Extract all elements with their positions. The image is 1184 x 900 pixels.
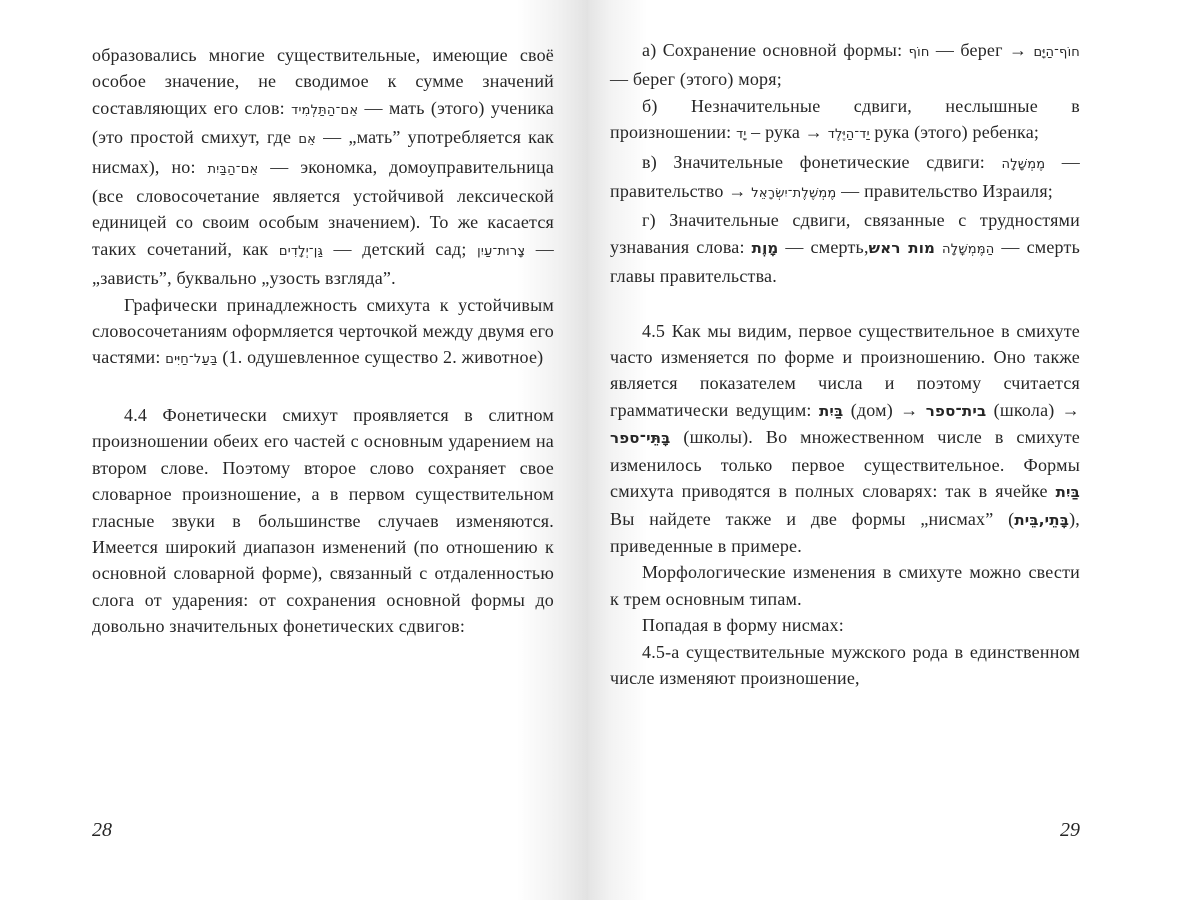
text-run [935,237,942,257]
text-run: 4.5 Как мы видим, первое существительное в смихуте часто изменяется по форме и произношению. Оно также является показателем числа и поэтому считается грамматически ведущим: [610,320,1080,420]
text-run: а) Сохранение основной формы: [642,40,909,60]
hebrew-word: הַמֶּמְשָׁלָה [942,241,995,257]
text-run: рука (этого) ребенка; [869,122,1040,143]
text-run: (дом) → [843,399,926,420]
left-paragraph-2 [92,292,554,374]
text-run: — берег (этого) моря; [610,69,782,90]
text-run: – рука → [746,122,828,143]
text-run: — мать (этого) ученика (это простой смихут, где [92,97,554,148]
page-number-left: 28 [92,819,112,841]
hebrew-word: בַּיִת [1055,483,1080,502]
text-run: — правительство → [610,151,1080,202]
text-run: — „зависть”, буквально „узость взгляда”. [92,238,555,289]
hebrew-word: בָּתֵּי־ספר [610,429,671,448]
text-run: — правительство Израиля; [836,181,1053,202]
morphology-paragraph: Морфологические изменения в смихуте можно свести к трем основным типам. [610,562,1080,609]
hebrew-word: בַּעַל־חַיִּים [165,352,218,368]
text-run: Вы найдете также и две формы „нисмах” ( [610,508,1015,529]
text-run: (1. одушевленное существо 2. животное) [217,347,544,368]
text-run: — смерть главы правительства. [610,236,1080,287]
text-run: в) Значительные фонетические сдвиги: [642,151,1002,172]
hebrew-word: חוֹף [908,45,930,60]
left-page-text [92,42,554,640]
hebrew-word: בָּתֵי,בֵּית [1014,510,1070,529]
hebrew-word: אֵם [298,132,317,148]
text-run: — смерть, [778,236,869,257]
section-4-5-paragraph [610,318,1080,560]
hebrew-word: אֵם־הַתַּלְמִיד [291,102,359,118]
text-run: ), приведенные в примере. [610,508,1080,556]
hebrew-word: מות ראש [868,238,936,257]
right-page-text [610,37,1080,691]
left-paragraph-1 [92,42,554,292]
hebrew-word: יָד [736,127,747,143]
item-a [610,37,1080,93]
text-run: — берег → [929,40,1034,60]
hebrew-word: מֶמְשָׁלָה [1001,156,1046,172]
hebrew-word: יַד־הַיֶּלֶד [827,127,870,143]
text-run: б) Незначительные сдвиги, неслышные в произношении: [610,95,1080,143]
text-run: — детский сад; [323,238,478,259]
item-d [610,207,1080,289]
text-run: образовались многие существительные, имеющие своё особое значение, не сводимое к сумме значений составляющих его слов: [92,45,554,118]
paragraph-gap [92,374,554,402]
item-b [610,93,1080,149]
item-c [610,149,1080,208]
paragraph-gap [610,290,1080,318]
text-run: (школы). Во множественном числе в смихуте изменилось только первое существительное. Формы смихута приводятся в полных словарях: так в ячейке [610,427,1080,502]
hebrew-word: אֵם־הַבַּיִת [207,161,259,177]
hebrew-word: מֶמְשֶׁלֶת־יִשְׂרָאֵל [751,186,837,202]
page-number-right: 29 [1060,819,1080,841]
hebrew-word: בית־ספר [925,401,987,420]
section-4-5a-paragraph: 4.5-а существительные мужского рода в единственном числе изменяют произношение, [610,641,1080,688]
hebrew-word: גַּן־יְלָדִים [278,243,324,259]
text-run: Графически принадлежность смихута к устойчивым словосочетаниям оформляется черточкой между двумя его частями: [92,294,554,368]
right-page [588,0,1184,900]
text-run: — „мать” употребляется как нисмах), но: [92,127,554,177]
nismakh-intro-paragraph: Попадая в форму нисмах: [642,615,844,636]
section-4-4-paragraph: 4.4 Фонетически смихут проявляется в слитном произношении обеих его частей с основным ударением на втором слове. Поэтому второе слово сохраняет свое словарное произношение, а в первом существительном гласные звуки в большинстве случаев изменяются. Имеется широкий диапазон изменений (по отношению к основной словарной форме), связанный с отдаленностью слога от ударения: от сохранения основной формы до довольно значительных фонетических сдвигов: [92,404,554,637]
hebrew-word: צָרוּת־עַיִן [477,243,526,259]
left-page [0,0,588,900]
text-run: (школа) → [986,399,1080,420]
hebrew-word: חוֹף־הַיָּם [1033,45,1080,60]
text-run: г) Значительные сдвиги, связанные с трудностями узнавания слова: [610,210,1080,257]
text-run: — экономка, домоуправительница (все словосочетание является устойчивой лексической единицей со своим особым значением). То же касается таких сочетаний, как [92,156,554,259]
hebrew-word: בַּיִת [818,401,844,420]
hebrew-word: מָוֶת [751,238,779,257]
